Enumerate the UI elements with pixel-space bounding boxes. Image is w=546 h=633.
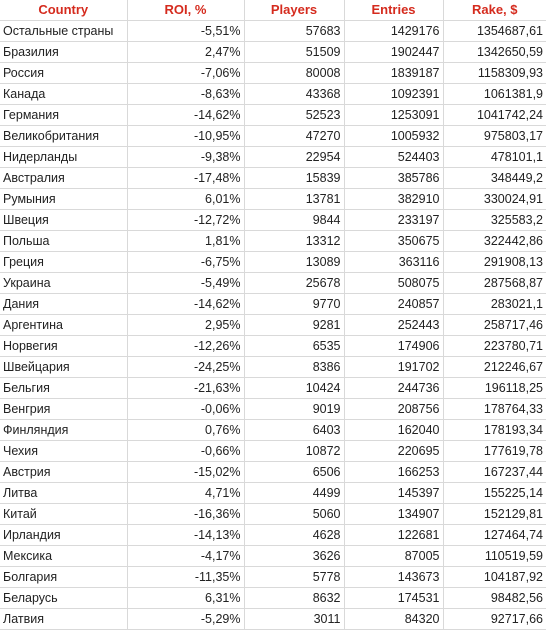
- entries-cell[interactable]: 350675: [344, 231, 443, 252]
- entries-cell[interactable]: 208756: [344, 399, 443, 420]
- rake-cell[interactable]: 330024,91: [443, 189, 546, 210]
- roi-cell[interactable]: -12,72%: [127, 210, 244, 231]
- players-cell[interactable]: 9844: [244, 210, 344, 231]
- table-row: [0, 546, 546, 567]
- players-cell[interactable]: 6535: [244, 336, 344, 357]
- table-body: [0, 21, 546, 630]
- country-cell[interactable]: Дания: [0, 294, 127, 315]
- entries-cell[interactable]: 166253: [344, 462, 443, 483]
- roi-cell[interactable]: -21,63%: [127, 378, 244, 399]
- entries-cell[interactable]: 174531: [344, 588, 443, 609]
- rake-cell[interactable]: 212246,67: [443, 357, 546, 378]
- country-cell[interactable]: Греция: [0, 252, 127, 273]
- roi-cell[interactable]: -12,26%: [127, 336, 244, 357]
- header-country[interactable]: Country: [0, 0, 127, 21]
- entries-cell[interactable]: 134907: [344, 504, 443, 525]
- country-cell[interactable]: Румыния: [0, 189, 127, 210]
- table-row: [0, 273, 546, 294]
- rake-cell[interactable]: 325583,2: [443, 210, 546, 231]
- rake-cell[interactable]: 178764,33: [443, 399, 546, 420]
- entries-cell[interactable]: 363116: [344, 252, 443, 273]
- players-cell[interactable]: 8632: [244, 588, 344, 609]
- players-cell[interactable]: 47270: [244, 126, 344, 147]
- rake-cell[interactable]: 1342650,59: [443, 42, 546, 63]
- entries-cell[interactable]: 145397: [344, 483, 443, 504]
- roi-cell[interactable]: -8,63%: [127, 84, 244, 105]
- players-cell[interactable]: 25678: [244, 273, 344, 294]
- roi-cell[interactable]: -4,17%: [127, 546, 244, 567]
- players-cell[interactable]: 9281: [244, 315, 344, 336]
- country-cell[interactable]: Швеция: [0, 210, 127, 231]
- table-row: [0, 84, 546, 105]
- rake-cell[interactable]: 177619,78: [443, 441, 546, 462]
- roi-cell[interactable]: -9,38%: [127, 147, 244, 168]
- players-cell[interactable]: 13781: [244, 189, 344, 210]
- table-row: [0, 147, 546, 168]
- country-cell[interactable]: Россия: [0, 63, 127, 84]
- table-row: [0, 252, 546, 273]
- rake-cell[interactable]: 1354687,61: [443, 21, 546, 42]
- table-row: [0, 567, 546, 588]
- country-cell[interactable]: Мексика: [0, 546, 127, 567]
- entries-cell[interactable]: 385786: [344, 168, 443, 189]
- players-cell[interactable]: 4628: [244, 525, 344, 546]
- rake-cell[interactable]: 348449,2: [443, 168, 546, 189]
- table-row: [0, 336, 546, 357]
- header-row: [0, 0, 546, 21]
- rake-cell[interactable]: 152129,81: [443, 504, 546, 525]
- country-cell[interactable]: Австрия: [0, 462, 127, 483]
- country-cell[interactable]: Литва: [0, 483, 127, 504]
- roi-cell[interactable]: -15,02%: [127, 462, 244, 483]
- players-cell[interactable]: 15839: [244, 168, 344, 189]
- entries-cell[interactable]: 87005: [344, 546, 443, 567]
- entries-cell[interactable]: 1429176: [344, 21, 443, 42]
- players-cell[interactable]: 5778: [244, 567, 344, 588]
- players-cell[interactable]: 43368: [244, 84, 344, 105]
- entries-cell[interactable]: 233197: [344, 210, 443, 231]
- table-row: [0, 231, 546, 252]
- roi-cell[interactable]: -0,66%: [127, 441, 244, 462]
- entries-cell[interactable]: 220695: [344, 441, 443, 462]
- country-cell[interactable]: Остальные страны: [0, 21, 127, 42]
- roi-cell[interactable]: -10,95%: [127, 126, 244, 147]
- header-entries[interactable]: Entries: [344, 0, 443, 21]
- rake-cell[interactable]: 478101,1: [443, 147, 546, 168]
- players-cell[interactable]: 52523: [244, 105, 344, 126]
- entries-cell[interactable]: 84320: [344, 609, 443, 630]
- players-cell[interactable]: 10872: [244, 441, 344, 462]
- header-players[interactable]: Players: [244, 0, 344, 21]
- table-row: [0, 189, 546, 210]
- roi-cell[interactable]: -14,62%: [127, 294, 244, 315]
- country-cell[interactable]: Нидерланды: [0, 147, 127, 168]
- table-row: [0, 357, 546, 378]
- rake-cell[interactable]: 104187,92: [443, 567, 546, 588]
- entries-cell[interactable]: 122681: [344, 525, 443, 546]
- players-cell[interactable]: 6506: [244, 462, 344, 483]
- rake-cell[interactable]: 98482,56: [443, 588, 546, 609]
- table-row: [0, 126, 546, 147]
- players-cell[interactable]: 57683: [244, 21, 344, 42]
- roi-cell[interactable]: -16,36%: [127, 504, 244, 525]
- roi-cell[interactable]: 1,81%: [127, 231, 244, 252]
- players-cell[interactable]: 9019: [244, 399, 344, 420]
- entries-cell[interactable]: 1092391: [344, 84, 443, 105]
- table-row: [0, 525, 546, 546]
- entries-cell[interactable]: 143673: [344, 567, 443, 588]
- entries-cell[interactable]: 240857: [344, 294, 443, 315]
- roi-cell[interactable]: 6,01%: [127, 189, 244, 210]
- rake-cell[interactable]: 1041742,24: [443, 105, 546, 126]
- country-cell[interactable]: Латвия: [0, 609, 127, 630]
- country-cell[interactable]: Чехия: [0, 441, 127, 462]
- entries-cell[interactable]: 1902447: [344, 42, 443, 63]
- table-row: [0, 504, 546, 525]
- table-row: [0, 294, 546, 315]
- country-cell[interactable]: Украина: [0, 273, 127, 294]
- players-cell[interactable]: 5060: [244, 504, 344, 525]
- header-roi[interactable]: ROI, %: [127, 0, 244, 21]
- players-cell[interactable]: 13089: [244, 252, 344, 273]
- entries-cell[interactable]: 174906: [344, 336, 443, 357]
- rake-cell[interactable]: 1061381,9: [443, 84, 546, 105]
- roi-cell[interactable]: 4,71%: [127, 483, 244, 504]
- rake-cell[interactable]: 287568,87: [443, 273, 546, 294]
- entries-cell[interactable]: 162040: [344, 420, 443, 441]
- rake-cell[interactable]: 258717,46: [443, 315, 546, 336]
- roi-cell[interactable]: -11,35%: [127, 567, 244, 588]
- players-cell[interactable]: 22954: [244, 147, 344, 168]
- players-cell[interactable]: 13312: [244, 231, 344, 252]
- country-cell[interactable]: Канада: [0, 84, 127, 105]
- rake-cell[interactable]: 291908,13: [443, 252, 546, 273]
- roi-cell[interactable]: -6,75%: [127, 252, 244, 273]
- country-cell[interactable]: Венгрия: [0, 399, 127, 420]
- table-row: [0, 42, 546, 63]
- players-cell[interactable]: 3011: [244, 609, 344, 630]
- table-row: [0, 441, 546, 462]
- roi-cell[interactable]: 0,76%: [127, 420, 244, 441]
- country-cell[interactable]: Болгария: [0, 567, 127, 588]
- header-rake[interactable]: Rake, $: [443, 0, 546, 21]
- country-cell[interactable]: Бельгия: [0, 378, 127, 399]
- table-row: [0, 168, 546, 189]
- country-cell[interactable]: Польша: [0, 231, 127, 252]
- country-cell[interactable]: Швейцария: [0, 357, 127, 378]
- rake-cell[interactable]: 975803,17: [443, 126, 546, 147]
- country-cell[interactable]: Великобритания: [0, 126, 127, 147]
- table-row: [0, 315, 546, 336]
- country-cell[interactable]: Германия: [0, 105, 127, 126]
- table-row: [0, 105, 546, 126]
- entries-cell[interactable]: 508075: [344, 273, 443, 294]
- country-cell[interactable]: Аргентина: [0, 315, 127, 336]
- table-row: [0, 63, 546, 84]
- entries-cell[interactable]: 382910: [344, 189, 443, 210]
- country-cell[interactable]: Бразилия: [0, 42, 127, 63]
- table-row: [0, 420, 546, 441]
- players-cell[interactable]: 10424: [244, 378, 344, 399]
- players-cell[interactable]: 3626: [244, 546, 344, 567]
- roi-cell[interactable]: -14,62%: [127, 105, 244, 126]
- roi-cell[interactable]: -5,29%: [127, 609, 244, 630]
- roi-cell[interactable]: -5,51%: [127, 21, 244, 42]
- roi-cell[interactable]: 6,31%: [127, 588, 244, 609]
- entries-cell[interactable]: 1839187: [344, 63, 443, 84]
- roi-cell[interactable]: -14,13%: [127, 525, 244, 546]
- table-row: [0, 462, 546, 483]
- rake-cell[interactable]: 283021,1: [443, 294, 546, 315]
- table-row: [0, 609, 546, 630]
- entries-cell[interactable]: 252443: [344, 315, 443, 336]
- entries-cell[interactable]: 244736: [344, 378, 443, 399]
- roi-cell[interactable]: -17,48%: [127, 168, 244, 189]
- table-row: [0, 588, 546, 609]
- rake-cell[interactable]: 155225,14: [443, 483, 546, 504]
- roi-cell[interactable]: -24,25%: [127, 357, 244, 378]
- table-row: [0, 483, 546, 504]
- country-cell[interactable]: Ирландия: [0, 525, 127, 546]
- roi-cell[interactable]: 2,95%: [127, 315, 244, 336]
- country-cell[interactable]: Финляндия: [0, 420, 127, 441]
- entries-cell[interactable]: 1253091: [344, 105, 443, 126]
- players-cell[interactable]: 8386: [244, 357, 344, 378]
- rake-cell[interactable]: 322442,86: [443, 231, 546, 252]
- country-cell[interactable]: Беларусь: [0, 588, 127, 609]
- table-row: [0, 21, 546, 42]
- players-cell[interactable]: 6403: [244, 420, 344, 441]
- entries-cell[interactable]: 524403: [344, 147, 443, 168]
- entries-cell[interactable]: 191702: [344, 357, 443, 378]
- table-row: [0, 378, 546, 399]
- roi-cell[interactable]: -0,06%: [127, 399, 244, 420]
- players-cell[interactable]: 51509: [244, 42, 344, 63]
- rake-cell[interactable]: 127464,74: [443, 525, 546, 546]
- rake-cell[interactable]: 1158309,93: [443, 63, 546, 84]
- players-cell[interactable]: 9770: [244, 294, 344, 315]
- rake-cell[interactable]: 110519,59: [443, 546, 546, 567]
- table-row: [0, 399, 546, 420]
- rake-cell[interactable]: 92717,66: [443, 609, 546, 630]
- rake-cell[interactable]: 167237,44: [443, 462, 546, 483]
- country-cell[interactable]: Китай: [0, 504, 127, 525]
- entries-cell[interactable]: 1005932: [344, 126, 443, 147]
- country-cell[interactable]: Австралия: [0, 168, 127, 189]
- players-cell[interactable]: 80008: [244, 63, 344, 84]
- rake-cell[interactable]: 223780,71: [443, 336, 546, 357]
- roi-cell[interactable]: -7,06%: [127, 63, 244, 84]
- players-cell[interactable]: 4499: [244, 483, 344, 504]
- roi-cell[interactable]: 2,47%: [127, 42, 244, 63]
- rake-cell[interactable]: 196118,25: [443, 378, 546, 399]
- country-cell[interactable]: Норвегия: [0, 336, 127, 357]
- table-row: [0, 210, 546, 231]
- rake-cell[interactable]: 178193,34: [443, 420, 546, 441]
- roi-cell[interactable]: -5,49%: [127, 273, 244, 294]
